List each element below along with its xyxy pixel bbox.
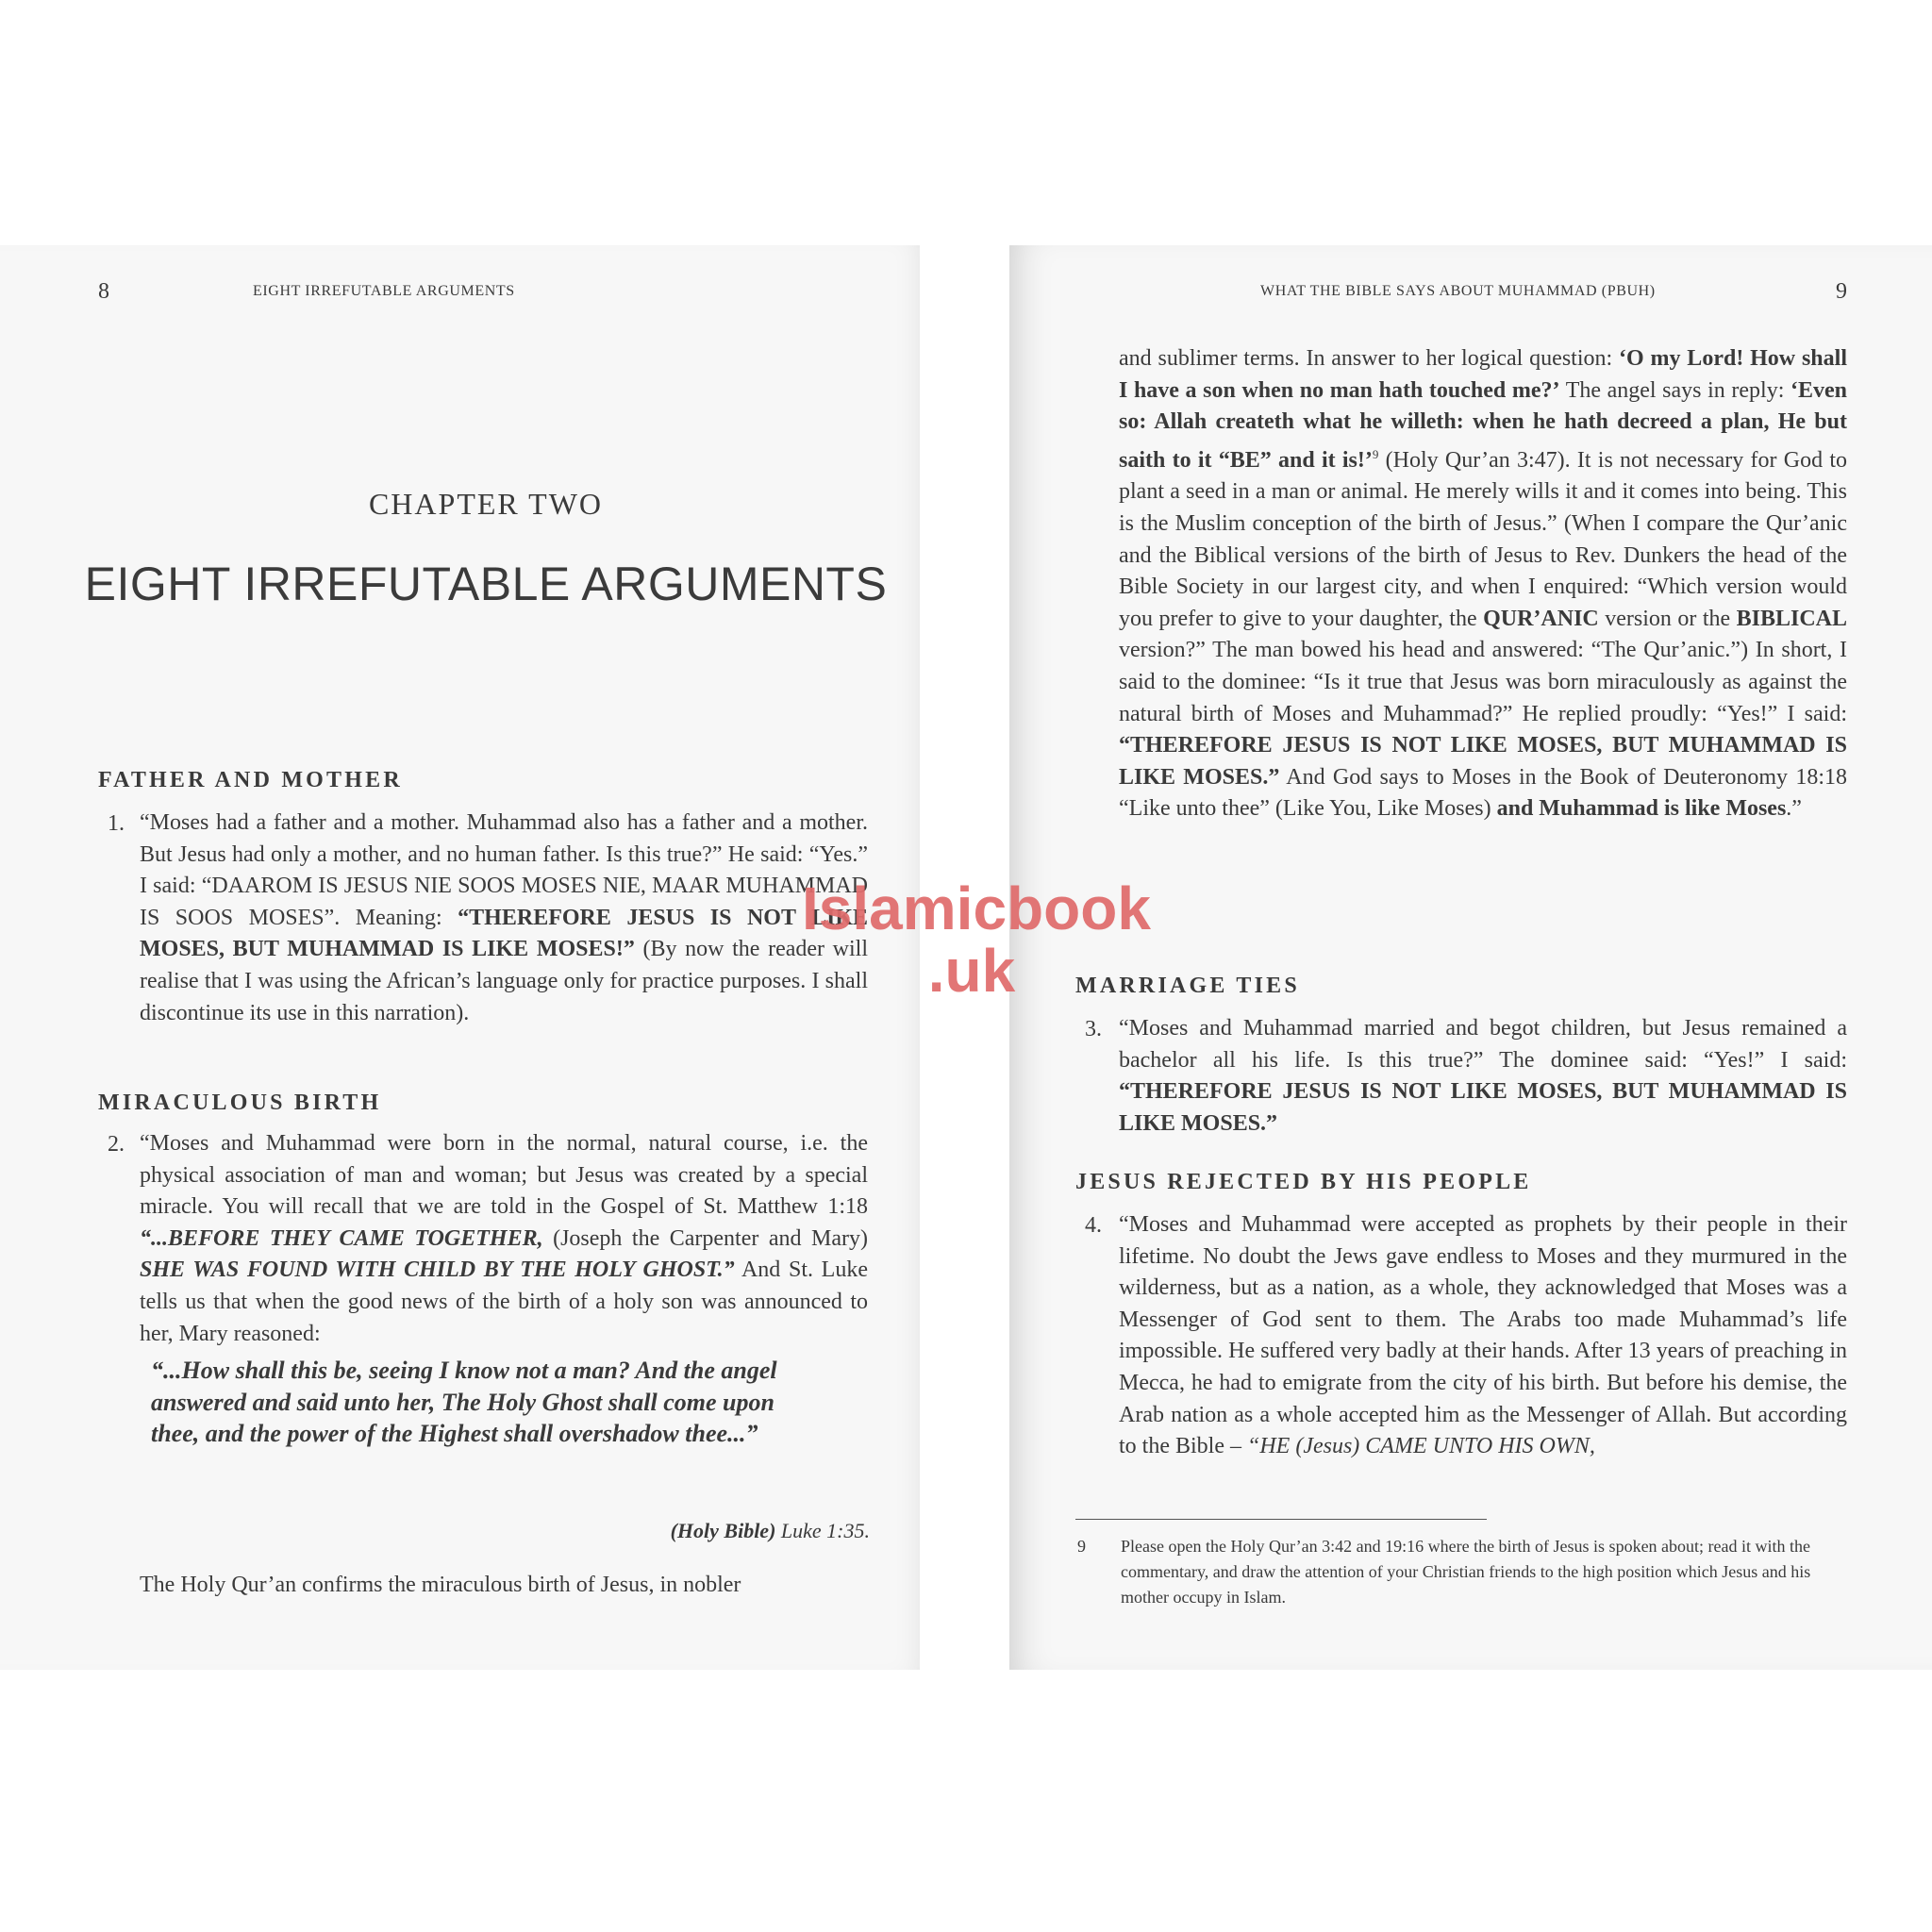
item-number: 2. <box>108 1132 125 1157</box>
footnote-text: Please open the Holy Qur’an 3:42 and 19:16 where the birth of Jesus is spoken about; read it with the commentary, and draw the attention of your Christian friends to the high position which Jesus and his mother occupy in Islam. <box>1121 1537 1811 1607</box>
quote-citation: (Holy Bible) Luke 1:35. <box>670 1519 870 1542</box>
argument-paragraph: “Moses and Muhammad were born in the normal, natural course, i.e. the physical association of man and woman; but Jesus was created by a special miracle. You will recall that we are told in the Gospel of St. Matthew 1:18 “...BEFORE THEY CAME TOGETHER, (Joseph the Carpenter and Mary) SHE WAS FOUND WITH CHILD BY THE HOLY GHOST.” And St. Luke tells us that when the good news of the birth of a holy son was announced to her, Mary reasoned: <box>140 1131 868 1346</box>
argument-paragraph: “Moses and Muhammad were accepted as prophets by their people in their lifetime. No doubt the Jews gave endless to Moses and they murmured in the wilderness, but as a nation, as a whole, they acknowledged that Moses was a Messenger of God sent to them. The Arabs too made Muhammad’s life impossible. He suffered very badly at their hands. After 13 years of preaching in Mecca, he had to emigrate from the city of his birth. But before his demise, the Arab nation as a whole accepted him as the Messenger of Allah. But according to the Bible – “HE (Jesus) CAME UNTO HIS OWN, <box>1119 1212 1847 1459</box>
left-page <box>0 245 920 1670</box>
footnote-number: 9 <box>1077 1537 1086 1556</box>
page-number: 9 <box>1836 279 1847 304</box>
argument-paragraph: “Moses had a father and a mother. Muhammad also has a father and a mother. But Jesus had only a mother, and no human father. Is this true?” He said: “Yes.” I said: “DAAROM IS JESUS NIE SOOS MOSES NIE, MAAR MUHAMMAD IS SOOS MOSES”. Meaning: “THEREFORE JESUS IS NOT LIKE MOSES, BUT MUHAMMAD IS LIKE MOSES!” (By now the reader will realise that I was using the African’s language only for practice purposes. I shall discontinue its use in this narration). <box>140 810 868 1025</box>
chapter-label: CHAPTER TWO <box>368 487 604 521</box>
watermark: Islamicbook .uk <box>802 874 1151 1005</box>
running-head: WHAT THE BIBLE SAYS ABOUT MUHAMMAD (PBUH) <box>1260 283 1656 299</box>
section-heading: MIRACULOUS BIRTH <box>98 1091 382 1115</box>
section-heading: MARRIAGE TIES <box>1075 974 1300 998</box>
closing-paragraph: The Holy Qur’an confirms the miraculous birth of Jesus, in nobler <box>140 1573 741 1597</box>
bible-quote: “...How shall this be, seeing I know not a man? And the angel answered and said unto her, The Holy Ghost shall come upon thee, and the power of the Highest shall overshadow thee...” <box>151 1357 777 1447</box>
page-number: 8 <box>98 279 109 304</box>
footnote-rule <box>1075 1519 1487 1520</box>
item-number: 1. <box>108 811 125 836</box>
right-page <box>1009 245 1932 1670</box>
section-heading: JESUS REJECTED BY HIS PEOPLE <box>1075 1170 1532 1194</box>
running-head: EIGHT IRREFUTABLE ARGUMENTS <box>253 283 515 299</box>
chapter-title: EIGHT IRREFUTABLE ARGUMENTS <box>84 558 888 610</box>
argument-paragraph: “Moses and Muhammad married and begot children, but Jesus remained a bachelor all his life. Is this true?” The dominee said: “Yes!” I said: “THEREFORE JESUS IS NOT LIKE MOSES, BUT MUHAMMAD IS LIKE MOSES.” <box>1119 1016 1847 1136</box>
section-heading: FATHER AND MOTHER <box>98 768 403 792</box>
item-number: 3. <box>1085 1017 1102 1041</box>
item-number: 4. <box>1085 1213 1102 1238</box>
continuation-paragraph: and sublimer terms. In answer to her logical question: ‘O my Lord! How shall I have a son when no man hath touched me?’ The angel says in reply: ‘Even so: Allah createth what he willeth: when he hath decreed a plan, He but saith to it “BE” and it is!’$^9$ (Holy Qur’an 3:47). It is not necessary for God to plant a seed in a man or animal. He merely wills it and it comes into being. This is the Muslim conception of the birth of Jesus.” (When I compare the Qur’anic and the Biblical versions of the birth of Jesus to Rev. Dunkers the head of the Bible Society in our largest city, and when I enquired: “Which version would you prefer to give to your daughter, the QUR’ANIC version or the BIBLICAL version?” The man bowed his head and answered: “The Qur’anic.”) In short, I said to the dominee: “Is it true that Jesus was born miraculously as against the natural birth of Moses and Muhammad?” He replied proudly: “Yes!” I said: “THEREFORE JESUS IS NOT LIKE MOSES, BUT MUHAMMAD IS LIKE MOSES.” And God says to Moses in the Book of Deuteronomy 18:18 “Like unto thee” (Like You, Like Moses) and Muhammad is like Moses.” <box>1119 346 1847 822</box>
